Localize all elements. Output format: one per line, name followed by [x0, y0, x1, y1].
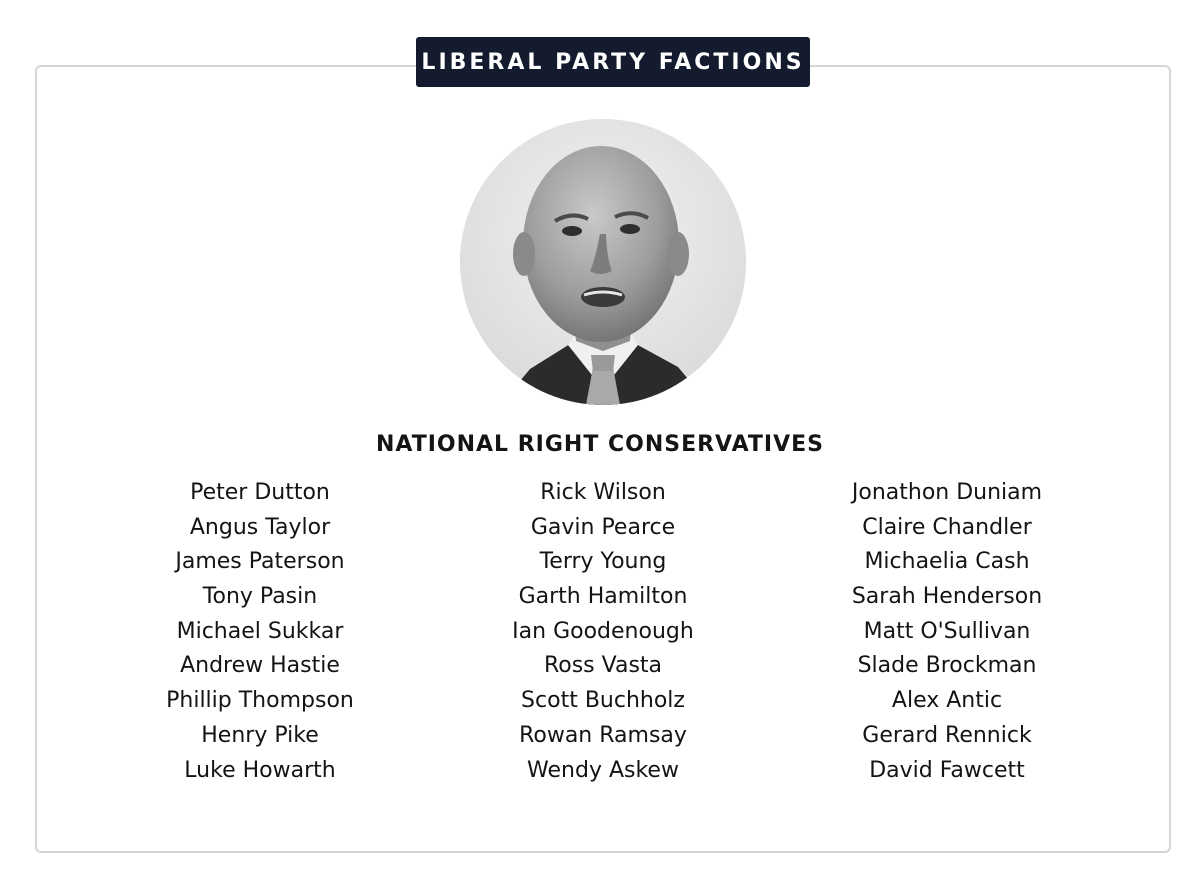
name-column-2 — [443, 476, 763, 788]
member-name: Matt O'Sullivan — [863, 618, 1031, 644]
member-name: David Fawcett — [869, 757, 1025, 783]
member-name: Jonathon Duniam — [851, 480, 1043, 505]
member-name: Garth Hamilton — [518, 584, 688, 610]
portrait-photo — [460, 119, 746, 405]
member-name: Slade Brockman — [857, 653, 1037, 679]
member-name: Luke Howarth — [184, 757, 336, 783]
member-name: Ross Vasta — [543, 653, 663, 679]
member-name: Andrew Hastie — [180, 653, 340, 679]
member-name: Phillip Thompson — [166, 688, 354, 714]
faction-heading: NATIONAL RIGHT CONSERVATIVES — [375, 432, 825, 457]
member-name: Scott Buchholz — [521, 688, 685, 714]
member-name: Peter Dutton — [190, 480, 330, 505]
member-name: Tony Pasin — [202, 584, 318, 610]
name-column-1 — [100, 476, 420, 788]
member-name: Gerard Rennick — [862, 722, 1032, 748]
member-name: Alex Antic — [891, 688, 1003, 714]
name-column-3 — [787, 476, 1107, 788]
member-name: Michaelia Cash — [864, 549, 1030, 575]
member-name: Claire Chandler — [862, 514, 1032, 540]
member-name: Rowan Ramsay — [519, 722, 687, 748]
title-text: LIBERAL PARTY FACTIONS — [421, 49, 805, 75]
member-name: Michael Sukkar — [176, 618, 344, 644]
member-name: Rick Wilson — [540, 480, 666, 505]
member-name: Angus Taylor — [189, 514, 331, 540]
member-name: Henry Pike — [201, 722, 319, 748]
member-name: James Paterson — [175, 549, 345, 575]
member-name: Gavin Pearce — [530, 514, 676, 540]
member-name: Ian Goodenough — [512, 618, 694, 644]
member-name: Wendy Askew — [527, 757, 679, 783]
title-badge — [416, 37, 810, 87]
member-name: Terry Young — [539, 549, 667, 575]
member-name: Sarah Henderson — [851, 584, 1043, 610]
